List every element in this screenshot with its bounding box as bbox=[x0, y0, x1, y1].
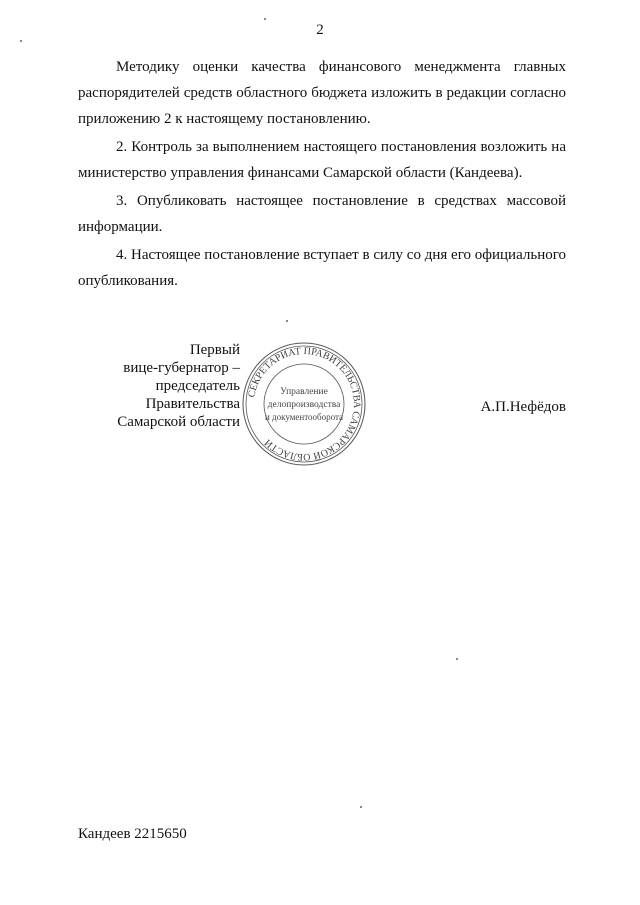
scan-speck bbox=[20, 40, 22, 42]
page-number: 2 bbox=[316, 22, 324, 38]
position-line: председатель Правительства bbox=[145, 378, 240, 412]
signatory-position bbox=[70, 341, 240, 431]
position-line: вице-губернатор – bbox=[123, 360, 240, 376]
paragraph-effective: 4. Настоящее постановление вступает в силу со дня его официального опубликования. bbox=[78, 247, 566, 289]
seal-center-line: делопроизводства bbox=[267, 400, 341, 410]
scan-speck bbox=[456, 658, 458, 660]
scan-speck bbox=[286, 320, 288, 322]
scan-speck bbox=[360, 806, 362, 808]
paragraph-control: 2. Контроль за выполнением настоящего постановления возложить на министерство управления финансами Самарской области (Кандеева). bbox=[78, 139, 566, 181]
position-line: Самарской области bbox=[117, 414, 240, 430]
official-seal bbox=[240, 340, 368, 468]
paragraph-publish: 3. Опубликовать настоящее постановление в средствах массовой информации. bbox=[78, 193, 566, 235]
seal-center-line: и документооборота bbox=[264, 412, 344, 422]
seal-center-line: Управление bbox=[280, 387, 328, 397]
seal-ring-text: СЕКРЕТАРИАТ ПРАВИТЕЛЬСТВА САМАРСКОЙ ОБЛАСТИ bbox=[246, 345, 363, 463]
scan-speck bbox=[264, 18, 266, 20]
signatory-name: А.П.Нефёдов bbox=[480, 399, 566, 415]
paragraph-methodology: Методику оценки качества финансового менеджмента главных распорядителей средств областного бюджета изложить в редакции согласно приложению 2 к настоящему постановлению. bbox=[78, 59, 566, 127]
executor-footer: Кандеев 2215650 bbox=[78, 826, 187, 842]
position-line: Первый bbox=[189, 342, 240, 358]
